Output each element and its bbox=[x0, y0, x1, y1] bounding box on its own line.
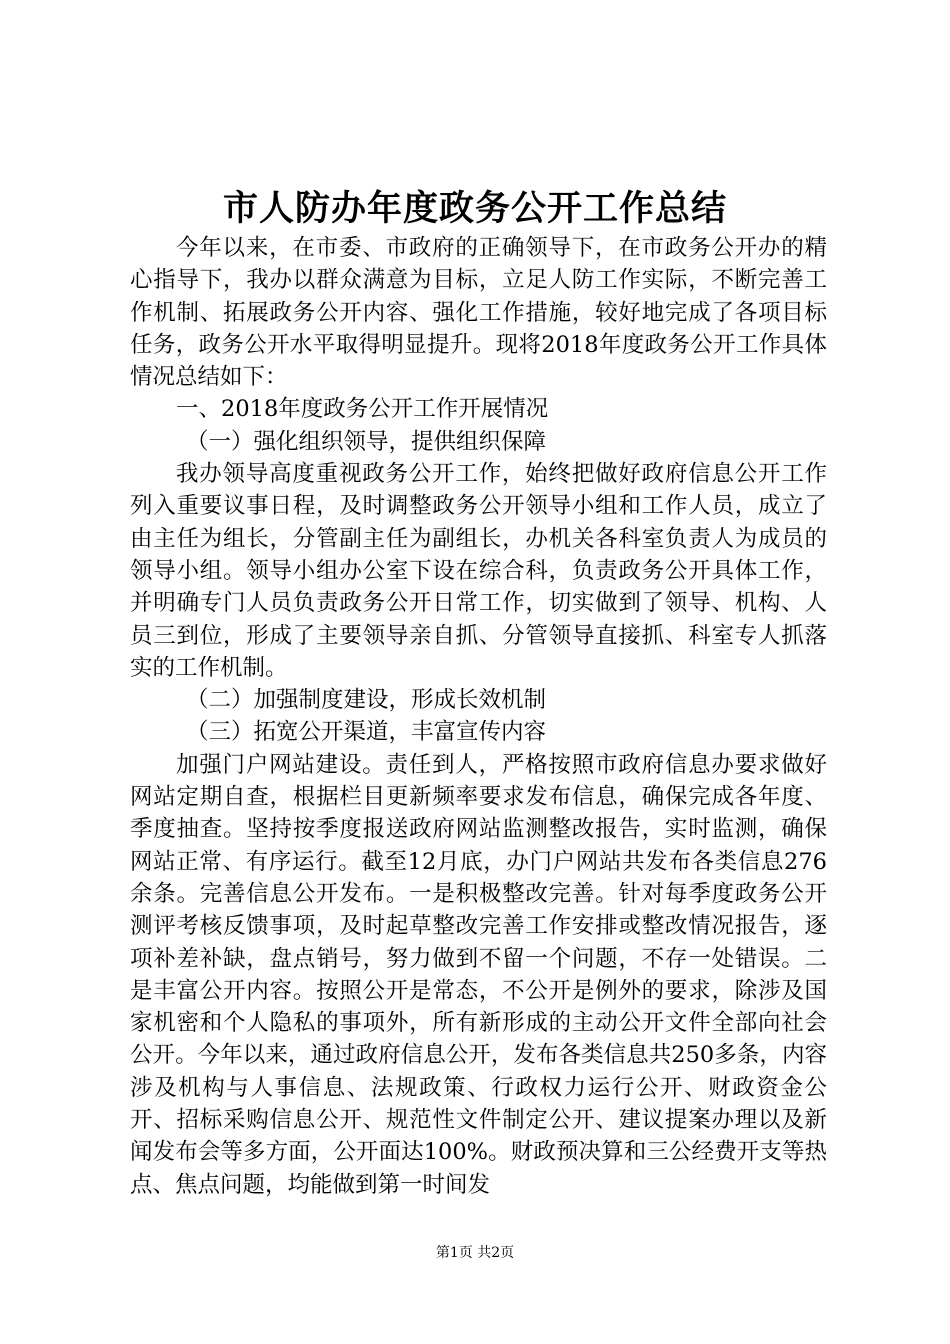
subsection-heading-1: （一）强化组织领导，提供组织保障 bbox=[186, 428, 547, 455]
page-number-footer: 第1页 共2页 bbox=[435, 1245, 515, 1261]
body-paragraph-2: 加强门户网站建设。责任到人，严格按照市政府信息办要求做好网站定期自查，根据栏目更新频率要求发布信息，确保完成各年度、季度抽查。坚持按季度报送政府网站监测整改报告，实时监测，确保网站正常、有序运行。截至12月底，办门户网站共发布各类信息276余条。完善信息公开发布。一是积极整改完善。针对每季度政务公开测评考核反馈事项，及时起草整改完善工作安排或整改情况报告，逐项补差补缺，盘点销号，努力做到不留一个问题，不存一处错误。二是丰富公开内容。按照公开是常态，不公开是例外的要求，除涉及国家机密和个人隐私的事项外，所有新形成的主动公开文件全部向社会公开。今年以来，通过政府信息公开，发布各类信息共250多条，内容涉及机构与人事信息、法规政策、行政权力运行公开、财政资金公开、招标采购信息公开、规范性文件制定公开、建议提案办理以及新闻发布会等多方面，公开面达100%。财政预决算和三公经费开支等热点、焦点问题，均能做到第一时间发 bbox=[130, 751, 827, 1198]
body-paragraph-1: 我办领导高度重视政务公开工作，始终把做好政府信息公开工作列入重要议事日程，及时调整政务公开领导小组和工作人员，成立了由主任为组长，分管副主任为副组长，办机关各科室负责人为成员的领导小组。领导小组办公室下设在综合科，负责政务公开具体工作，并明确专门人员负责政务公开日常工作，切实做到了领导、机构、人员三到位，形成了主要领导亲自抓、分管领导直接抓、科室专人抓落实的工作机制。 bbox=[130, 461, 827, 681]
document-body bbox=[130, 232, 827, 1201]
subsection-heading-2: （二）加强制度建设，形成长效机制 bbox=[186, 687, 547, 714]
section-heading-1: 一、2018年度政务公开工作开展情况 bbox=[176, 396, 549, 423]
document-title: 市人防办年度政务公开工作总结 bbox=[222, 188, 727, 229]
subsection-heading-3: （三）拓宽公开渠道，丰富宣传内容 bbox=[186, 719, 547, 746]
intro-paragraph: 今年以来，在市委、市政府的正确领导下，在市政务公开办的精心指导下，我办以群众满意为目标，立足人防工作实际，不断完善工作机制、拓展政务公开内容、强化工作措施，较好地完成了各项目标任务，政务公开水平取得明显提升。现将2018年度政务公开工作具体情况总结如下： bbox=[130, 235, 827, 391]
